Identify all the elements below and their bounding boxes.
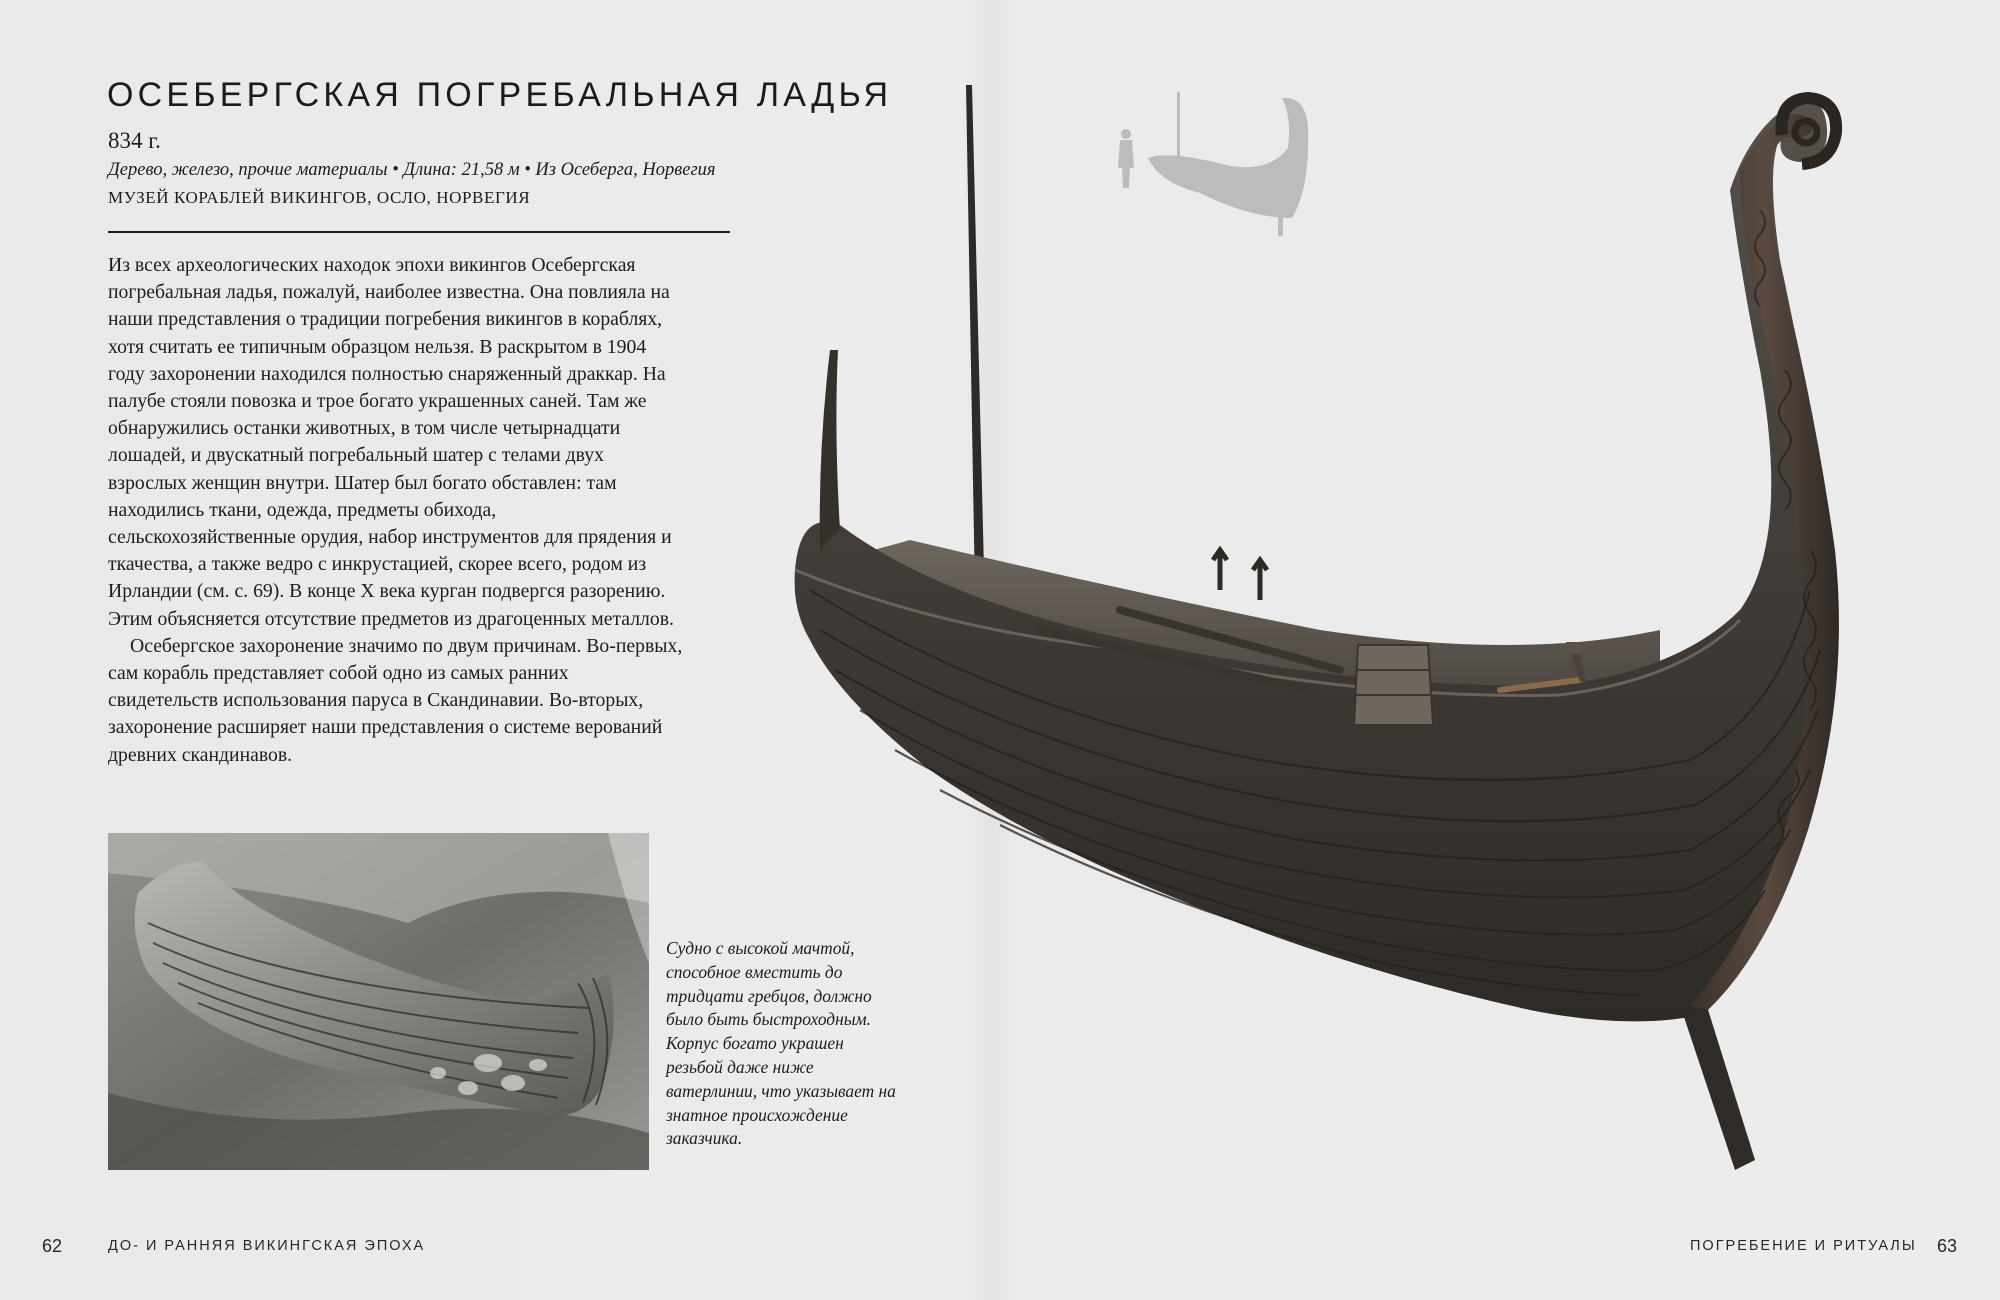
excavation-photo	[108, 833, 649, 1170]
right-running-footer: ПОГРЕБЕНИЕ И РИТУАЛЫ	[1690, 1238, 1917, 1254]
photo-caption: Судно с высокой мачтой, способное вместить до тридцати гребцов, должно было быть быстроходным. Корпус богато украшен резьбой даже ниже ватерлинии, что указывает на знатное происхождение заказчика.	[666, 938, 896, 1149]
article-title: ОСЕБЕРГСКАЯ ПОГРЕБАЛЬНАЯ ЛАДЬЯ	[107, 76, 893, 114]
title-divider	[108, 231, 730, 233]
article-museum: МУЗЕЙ КОРАБЛЕЙ ВИКИНГОВ, ОСЛО, НОРВЕГИЯ	[108, 188, 531, 207]
oseberg-ship-image	[700, 70, 1920, 1180]
left-running-footer: ДО- И РАННЯЯ ВИКИНГСКАЯ ЭПОХА	[108, 1238, 426, 1254]
right-page-number: 63	[1937, 1236, 1958, 1256]
body-paragraph-1: Из всех археологических находок эпохи викингов Осебергская погребальная ладья, пожалуй, наиболее известна. Она повлияла на наши представления о традиции погребения викингов в кораблях, хотя считать ее типичным образцом нельзя. В раскрытом в 1904 году захоронении находился полностью снаряженный драккар. На палубе стояли повозка и трое богато украшенных саней. Там же обнаружились останки животных, в том числе четырнадцати лошадей, и двускатный погребальный шатер с телами двух взрослых женщин внутри. Шатер был богато обставлен: там находились ткани, одежда, предметы обихода, сельскохозяйственные орудия, набор инструментов для прядения и ткачества, а также ведро с инкрустацией, скорее всего, родом из Ирландии (см. с. 69). В конце X века курган подвергся разорению. Этим объясняется отсутствие предметов из драгоценных металлов.	[108, 254, 674, 630]
body-paragraph-2: Осебергское захоронение значимо по двум причинам. Во-первых, сам корабль представляет собой одно из самых ранних свидетельств использования паруса в Скандинавии. Во-вторых, захоронение расширяет наши представления о системе верований древних скандинавов.	[108, 634, 683, 766]
excavation-photo-image	[108, 833, 649, 1170]
left-page-number: 62	[42, 1236, 63, 1256]
article-year: 834 г.	[108, 128, 161, 153]
article-meta: Дерево, железо, прочие материалы • Длина: 21,58 м • Из Осеберга, Норвегия	[108, 160, 716, 180]
article-body	[108, 252, 683, 769]
